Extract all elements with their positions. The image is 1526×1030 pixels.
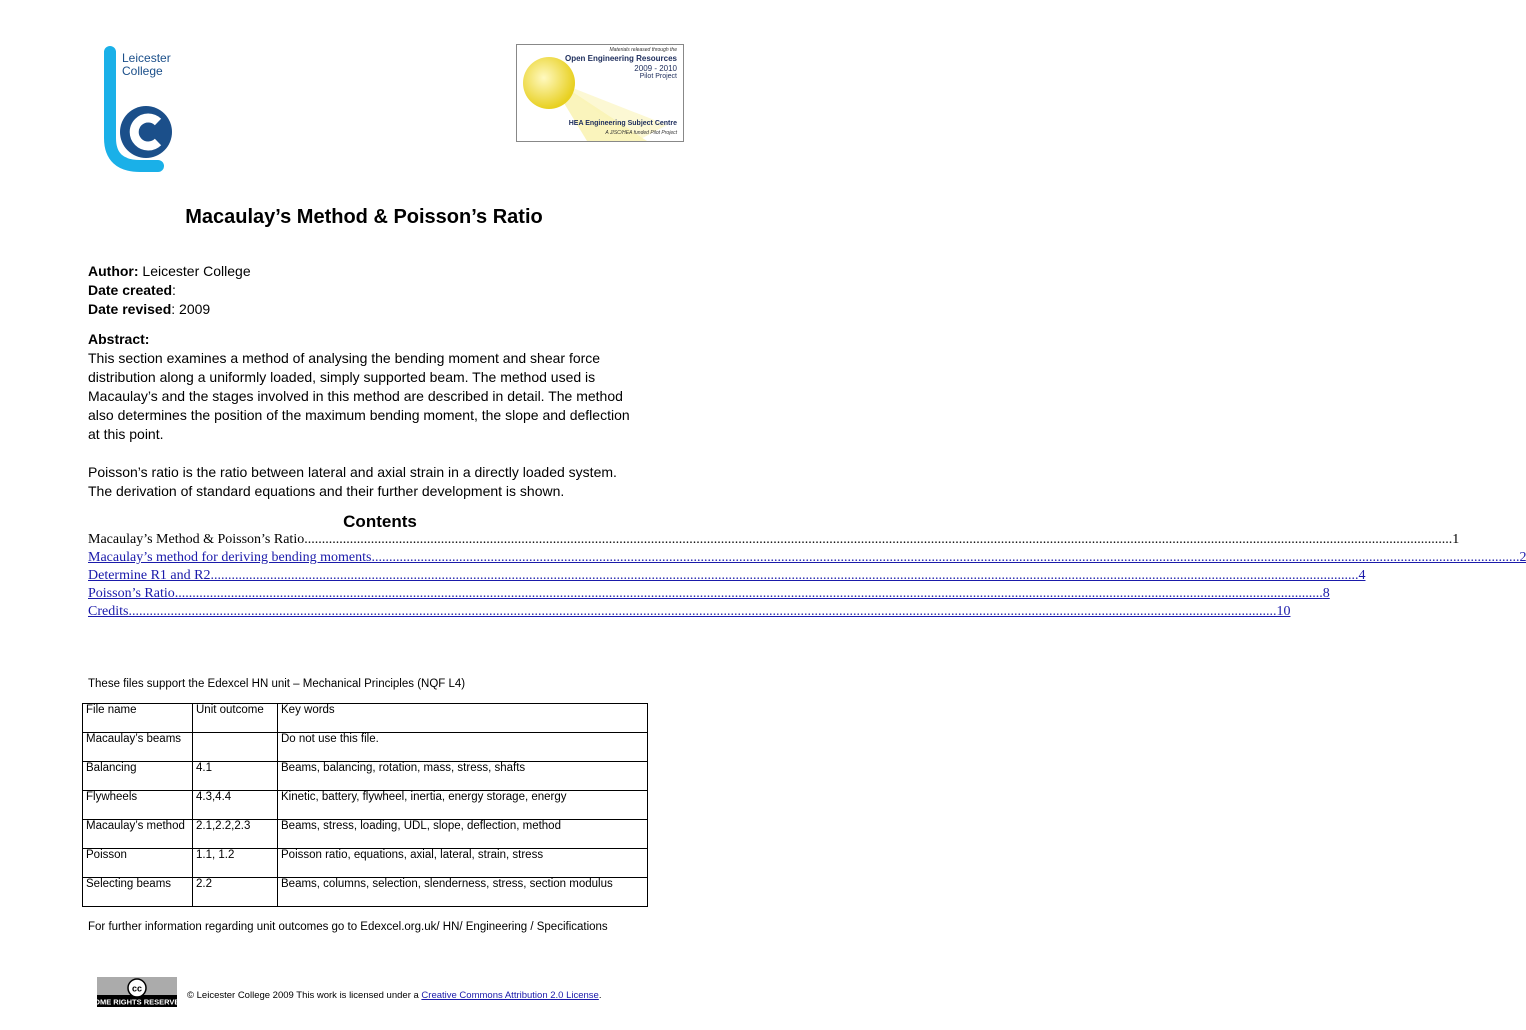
further-info: For further information regarding unit outcomes go to Edexcel.org.uk/ HN/ Engineering / Specifications (88, 921, 608, 933)
date-revised-label: Date revised (88, 301, 172, 317)
toc-entry[interactable] (88, 531, 1460, 549)
table-cell (193, 733, 278, 762)
table-cell: 2.1,2.2,2.3 (193, 820, 278, 849)
oer-funded: A JISC/HEA funded Pilot Project (605, 130, 677, 136)
support-line: These files support the Edexcel HN unit – Mechanical Principles (NQF L4) (88, 678, 466, 690)
oer-tagline: Materials released through the (609, 47, 677, 53)
table-cell: 4.3,4.4 (193, 791, 278, 820)
table-header: Unit outcome (193, 704, 278, 733)
table-cell: Macaulay’s method (83, 820, 193, 849)
toc-page: 10 (1276, 604, 1291, 619)
table-cell: Poisson ratio, equations, axial, lateral, strain, stress (278, 849, 648, 878)
toc-page: 8 (1322, 586, 1330, 601)
logo-line-1: Leicester (122, 51, 171, 65)
date-revised-value: : 2009 (171, 301, 211, 317)
toc-link[interactable] (88, 567, 1366, 585)
oer-name: Open Engineering Resources (564, 54, 677, 63)
toc-title: Poisson’s Ratio (88, 586, 175, 601)
table-cell: Poisson (83, 849, 193, 878)
contents-heading: Contents (343, 512, 417, 531)
abstract-line: The derivation of standard equations and their further development is shown. (88, 483, 565, 499)
table-cell: Kinetic, battery, flywheel, inertia, energy storage, energy (278, 791, 648, 820)
date-created-label: Date created (88, 282, 173, 298)
table-cell: 4.1 (193, 762, 278, 791)
logo-line-2: College (122, 64, 163, 78)
author-value: Leicester College (138, 263, 251, 279)
abstract (88, 330, 658, 501)
oer-years: 2009 - 2010 (634, 64, 677, 73)
author-label: Author: (88, 263, 139, 279)
oer-centre: HEA Engineering Subject Centre (568, 120, 677, 127)
abstract-line: distribution along a uniformly loaded, simply supported beam. The method used is (88, 369, 596, 385)
abstract-para-1 (88, 349, 658, 444)
date-revised-line (88, 300, 210, 319)
abstract-line: This section examines a method of analysing the bending moment and shear force (88, 350, 601, 366)
table-header: Key words (278, 704, 648, 733)
table-cell: 1.1, 1.2 (193, 849, 278, 878)
table-cell: Beams, balancing, rotation, mass, stress, shafts (278, 762, 648, 791)
table-row (83, 791, 648, 820)
table-cell: Beams, stress, loading, UDL, slope, deflection, method (278, 820, 648, 849)
table-cell: Balancing (83, 762, 193, 791)
date-created-line (88, 281, 176, 300)
license-link[interactable]: Creative Commons Attribution 2.0 License (421, 990, 599, 1001)
table-cell: Flywheels (83, 791, 193, 820)
table-cell: Macaulay’s beams (83, 733, 193, 762)
oer-badge (516, 44, 684, 142)
abstract-line: Macaulay’s and the stages involved in this method are described in detail. The method (88, 388, 623, 404)
table-row (83, 762, 648, 791)
date-created-value: : (172, 282, 176, 298)
toc-link[interactable] (88, 603, 1291, 621)
table-row (83, 849, 648, 878)
cc-icon (89, 977, 185, 1007)
author-line (88, 262, 251, 281)
document-title: Macaulay’s Method & Poisson’s Ratio (185, 206, 543, 228)
abstract-label: Abstract: (88, 331, 150, 347)
toc-page: 1 (1452, 532, 1460, 547)
leicester-college-logo (100, 46, 186, 172)
toc-page: 4 (1358, 568, 1366, 583)
cc-symbol: cc (131, 983, 143, 994)
toc-link[interactable] (88, 549, 1526, 567)
table-row (83, 878, 648, 907)
table-cell: 2.2 (193, 878, 278, 907)
table-header-row (83, 704, 648, 733)
footer-end: . (598, 990, 602, 1001)
cc-license-badge[interactable] (89, 977, 185, 1007)
table-cell: Beams, columns, selection, slenderness, stress, section modulus (278, 878, 648, 907)
abstract-para-2 (88, 463, 658, 501)
table-cell: Selecting beams (83, 878, 193, 907)
abstract-line: Poisson’s ratio is the ratio between lateral and axial strain in a directly loaded system. (88, 464, 617, 480)
footer-text: © Leicester College 2009 This work is licensed under a (187, 990, 422, 1001)
toc-title: Macaulay’s Method & Poisson’s Ratio (88, 532, 305, 547)
units-table (82, 703, 648, 907)
abstract-line: at this point. (88, 426, 164, 442)
toc-link[interactable] (88, 585, 1330, 603)
abstract-line: also determines the position of the maximum bending moment, the slope and deflection (88, 407, 630, 423)
table-row (83, 733, 648, 762)
toc-title: Credits (88, 604, 129, 619)
table-row (83, 820, 648, 849)
footer (187, 990, 601, 1001)
toc-title: Macaulay’s method for deriving bending moments (88, 550, 372, 565)
toc-title: Determine R1 and R2 (88, 568, 211, 583)
cc-badge-text: SOME RIGHTS RESERVED (89, 997, 185, 1007)
oer-pilot: Pilot Project (639, 73, 677, 80)
table-cell: Do not use this file. (278, 733, 648, 762)
toc-page: 2 (1519, 550, 1526, 565)
table-header: File name (83, 704, 193, 733)
